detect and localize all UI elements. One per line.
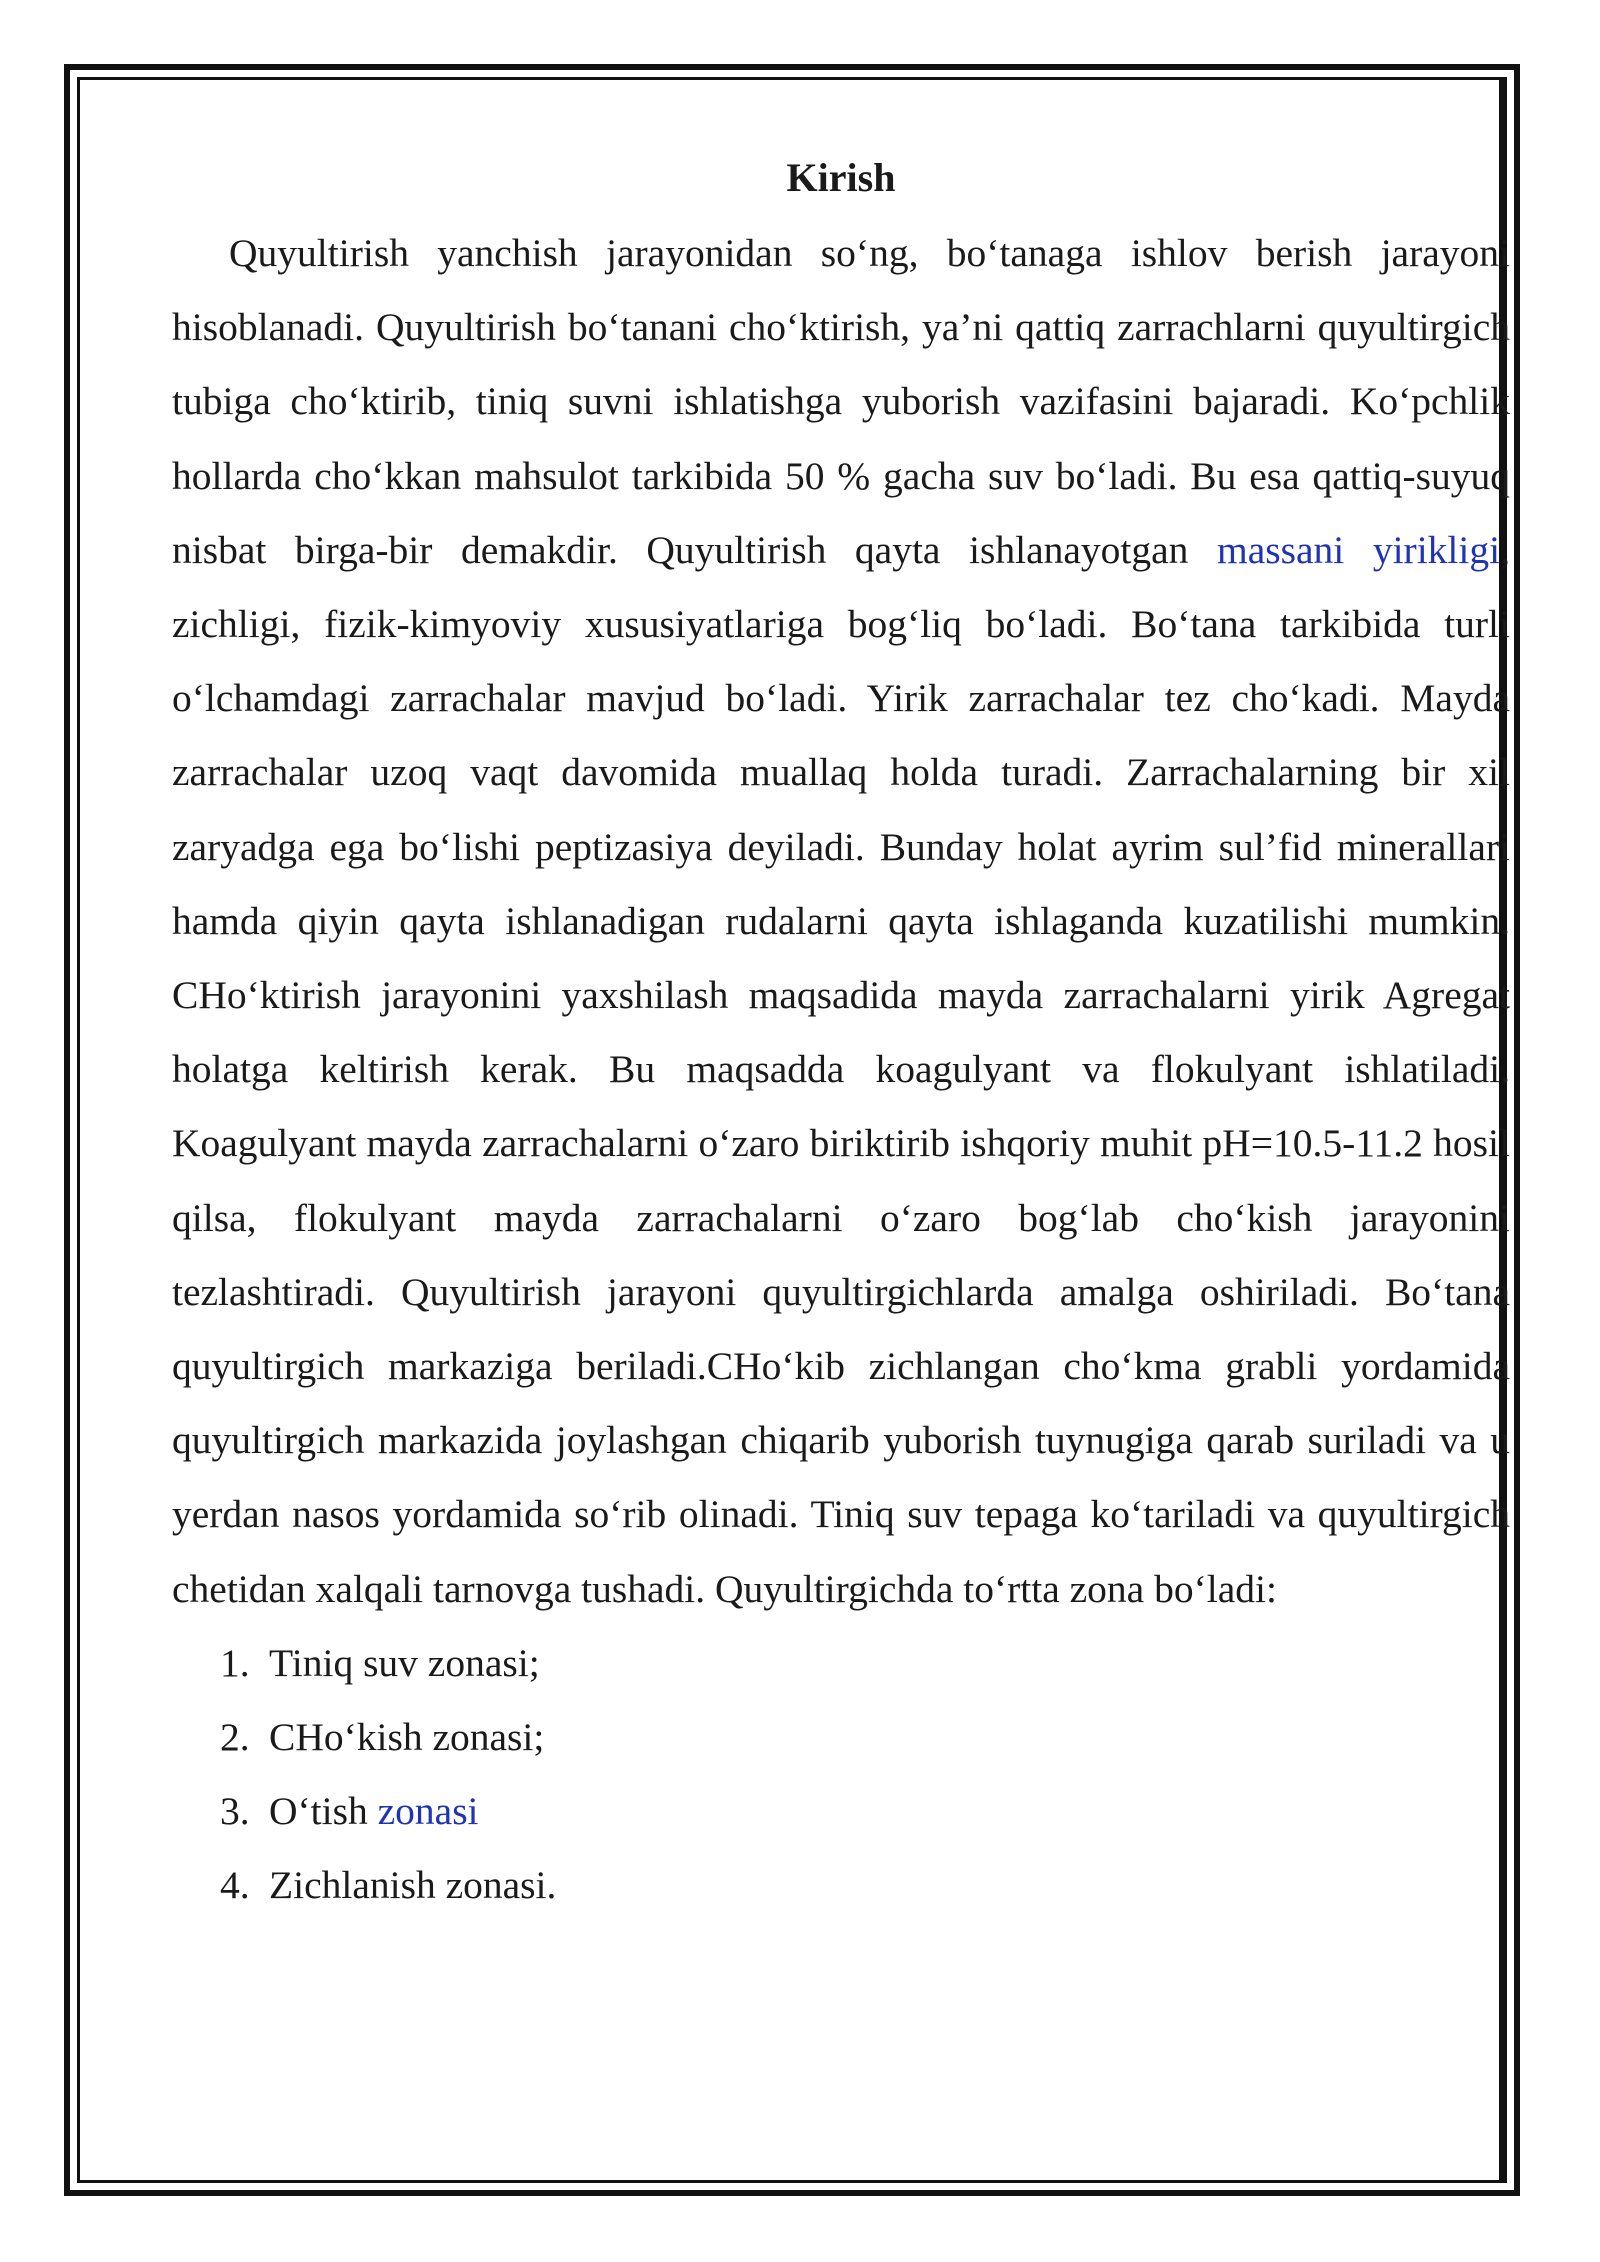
list-item-text: CHo‘kish zonasi; <box>269 1715 545 1760</box>
list-item-text: Tiniq suv zonasi; <box>269 1640 540 1685</box>
list-item-text: Zichlanish zonasi. <box>269 1863 557 1908</box>
hyperlink-zonasi[interactable]: zonasi <box>377 1789 479 1834</box>
zones-list <box>172 1626 1510 1923</box>
list-item <box>172 1848 1510 1922</box>
paragraph-text-part1: Quyultirish yanchish jarayonidan so‘ng, bo‘tanaga ishlov berish jarayoni hisoblanadi. Quyultirish bo‘tanani cho‘ktirish, ya’ni qattiq zarrachlarni quyultirgich tubiga cho‘ktirib, tiniq suvni ishlatishga yuborish vazifasini bajaradi. Ko‘pchlik hollarda cho‘kkan mahsulot tarkibida 50 % gacha suv bo‘ladi. Bu esa qattiq-suyuq nisbat birga-bir demakdir. Quyultirish qayta ishlanayotgan <box>172 231 1510 572</box>
list-item <box>172 1626 1510 1700</box>
list-item <box>172 1700 1510 1774</box>
document-body <box>172 148 1510 1923</box>
list-item-number: 2. <box>220 1715 250 1760</box>
body-paragraph <box>172 216 1510 1626</box>
hyperlink-massani-yirikligi[interactable]: massani yirikligi <box>1217 527 1501 572</box>
list-item <box>172 1774 1510 1848</box>
list-item-text: O‘tish <box>269 1789 378 1834</box>
list-item-number: 3. <box>220 1789 250 1834</box>
list-item-number: 1. <box>220 1640 250 1685</box>
paragraph-text-part2: , zichligi, fizik-kimyoviy xususiyatlariga bog‘liq bo‘ladi. Bo‘tana tarkibida turli o‘lchamdagi zarrachalar mavjud bo‘ladi. Yirik zarrachalar tez cho‘kadi. Mayda zarrachalar uzoq vaqt davomida muallaq holda turadi. Zarrachalarning bir xil zaryadga ega bo‘lishi peptizasiya deyiladi. Bunday holat ayrim sul’fid minerallari hamda qiyin qayta ishlanadigan rudalarni qayta ishlaganda kuzatilishi mumkin. CHo‘ktirish jarayonini yaxshilash maqsadida mayda zarrachalarni yirik Agregat holatga keltirish kerak. Bu maqsadda koagulyant va flokulyant ishlatiladi. Koagulyant mayda zarrachalarni o‘zaro biriktirib ishqoriy muhit pH=10.5-11.2 hosil qilsa, flokulyant mayda zarrachalarni o‘zaro bog‘lab cho‘kish jarayonini tezlashtiradi. Quyultirish jarayoni quyultirgichlarda amalga oshiriladi. Bo‘tana quyultirgich markaziga beriladi.CHo‘kib zichlangan cho‘kma grabli yordamida quyultirgich markazida joylashgan chiqarib yuborish tuynugiga qarab suriladi va u yerdan nasos yordamida so‘rib olinadi. Tiniq suv tepaga ko‘tariladi va quyultirgich chetidan xalqali tarnovga tushadi. Quyultirgichda to‘rtta zona bo‘ladi: <box>172 527 1510 1611</box>
list-item-number: 4. <box>220 1863 250 1908</box>
page-title: Kirish <box>786 155 896 200</box>
